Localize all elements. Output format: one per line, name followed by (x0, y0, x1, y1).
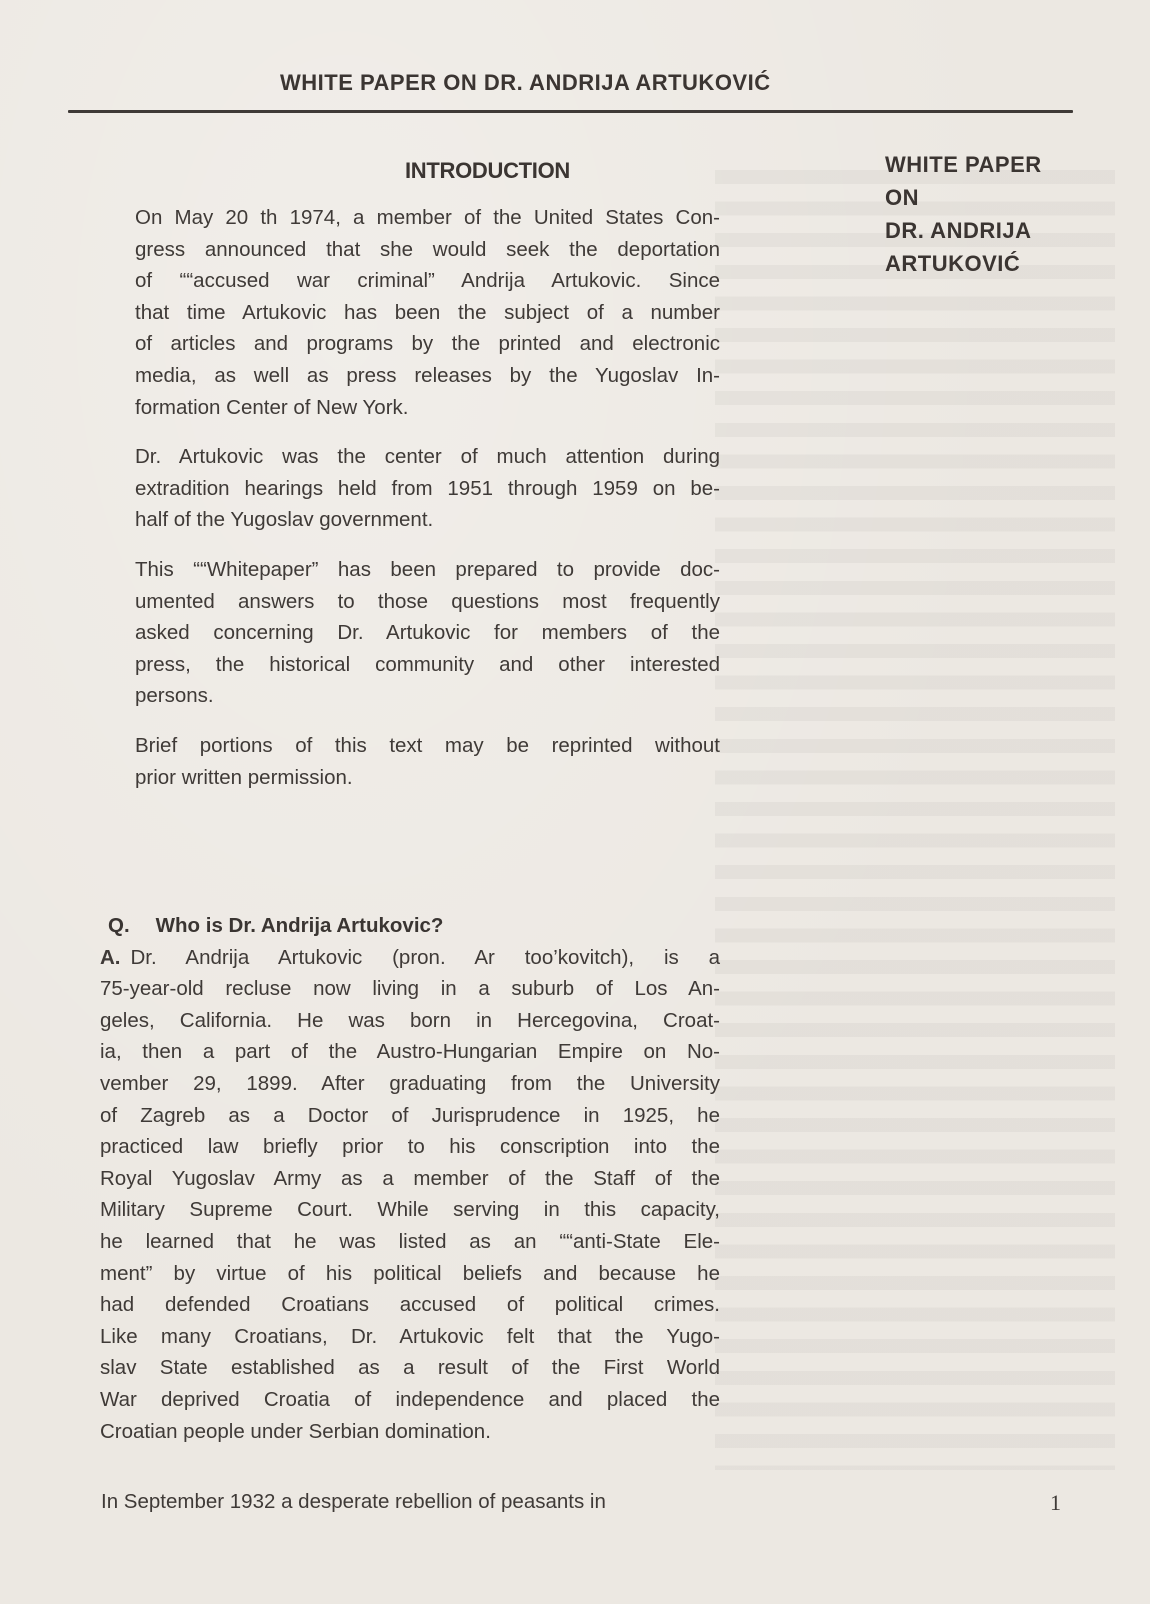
text-line: Dr. Artukovic was the center of much attention during (135, 445, 720, 469)
text-line: half of the Yugoslav government. (135, 508, 434, 532)
text-line: geles, California. He was born in Hercegovina, Croat- (100, 1008, 720, 1032)
text-line: Croatian people under Serbian domination. (100, 1419, 491, 1443)
side-title-line: DR. ANDRIJA (885, 218, 1032, 243)
intro-paragraph-2 (135, 441, 720, 536)
text-line: Brief portions of this text may be reprinted without (135, 733, 720, 757)
text-line: press, the historical community and other interested (135, 652, 720, 676)
text-line: persons. (135, 684, 214, 708)
text-line: of articles and programs by the printed and electronic (135, 332, 720, 356)
text-line: Like many Croatians, Dr. Artukovic felt that the Yugo- (100, 1324, 720, 1348)
answer (100, 942, 720, 1448)
section-heading: INTRODUCTION (404, 158, 571, 183)
text-line: Military Supreme Court. While serving in this capacity, (100, 1198, 720, 1222)
text-line: extradition hearings held from 1951 through 1959 on be- (135, 476, 720, 500)
side-title-block (885, 148, 1042, 280)
text-line: he learned that he was listed as an ““anti-State Ele- (100, 1229, 720, 1253)
text-line: had defended Croatians accused of political crimes. (100, 1293, 720, 1317)
text-line: practiced law briefly prior to his conscription into the (100, 1135, 720, 1159)
text-line: of ““accused war criminal” Andrija Artukovic. Since (135, 269, 720, 293)
intro-paragraph-1 (135, 202, 720, 423)
text-line: umented answers to those questions most frequently (135, 589, 720, 613)
text-line: Royal Yugoslav Army as a member of the Staff of the (100, 1166, 720, 1190)
text-line: prior written permission. (135, 765, 353, 789)
question (108, 910, 720, 942)
text-line: ia, then a part of the Austro-Hungarian Empire on No- (100, 1040, 720, 1064)
answer-label: A. (100, 945, 121, 969)
continuation-line: In September 1932 a desperate rebellion of peasants in (101, 1490, 606, 1513)
running-header-title: WHITE PAPER ON DR. ANDRIJA ARTUKOVIĆ (280, 70, 771, 95)
text-line: War deprived Croatia of independence and placed the (100, 1387, 720, 1411)
question-label: Q. (108, 914, 130, 937)
page-number: 1 (1050, 1490, 1061, 1515)
header-rule (68, 110, 1073, 113)
text-line: gress announced that she would seek the deportation (135, 237, 720, 261)
qa-section (100, 910, 720, 1447)
text-line: slav State established as a result of the First World (100, 1356, 720, 1380)
text-line: Dr. Andrija Artukovic (pron. Ar too’kovitch), is a (130, 945, 720, 969)
intro-paragraph-4 (135, 730, 720, 793)
side-title-line: WHITE PAPER (885, 152, 1042, 177)
reverse-side-show-through (715, 170, 1115, 1470)
text-line: ment” by virtue of his political beliefs and because he (100, 1261, 720, 1285)
text-line: On May 20 th 1974, a member of the United States Con- (135, 206, 720, 229)
text-line: asked concerning Dr. Artukovic for members of the (135, 621, 720, 645)
answer-first-line (100, 942, 720, 974)
text-line: of Zagreb as a Doctor of Jurisprudence in 1925, he (100, 1103, 720, 1127)
question-text: Who is Dr. Andrija Artukovic? (155, 914, 444, 937)
text-line: media, as well as press releases by the Yugoslav In- (135, 363, 720, 387)
text-line: that time Artukovic has been the subject of a number (135, 300, 720, 324)
side-title-line: ARTUKOVIĆ (885, 251, 1021, 276)
introduction-section (135, 158, 720, 811)
side-title-line: ON (885, 185, 919, 210)
text-line: vember 29, 1899. After graduating from the University (100, 1071, 720, 1095)
intro-paragraph-3 (135, 554, 720, 712)
text-line: 75-year-old recluse now living in a suburb of Los An- (100, 977, 720, 1001)
text-line: formation Center of New York. (135, 395, 409, 419)
text-line: This ““Whitepaper” has been prepared to provide doc- (135, 557, 720, 581)
